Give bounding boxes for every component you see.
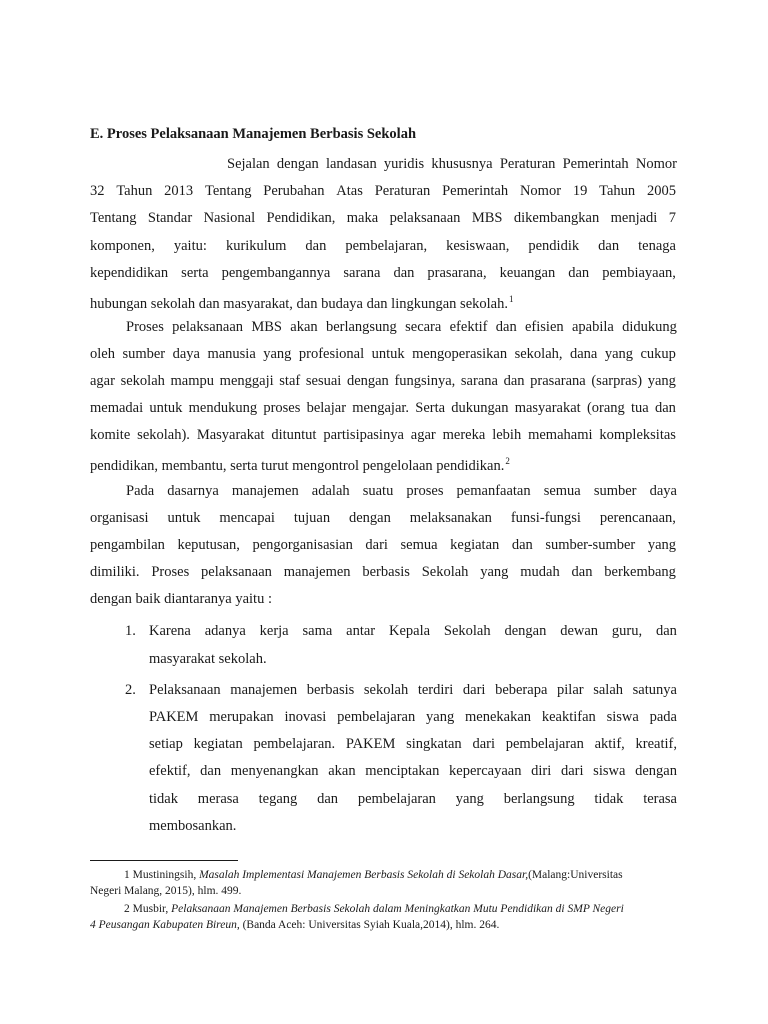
word: adanya bbox=[204, 623, 246, 639]
word: akan bbox=[290, 319, 318, 335]
word: agar bbox=[90, 373, 115, 389]
word: menyenangkan bbox=[230, 763, 319, 779]
word: Nasional bbox=[203, 210, 256, 226]
word: sekolah). bbox=[137, 427, 190, 443]
word: Sekolah bbox=[421, 564, 469, 580]
word: efektif, bbox=[149, 763, 191, 779]
word: sumber-sumber bbox=[545, 537, 636, 553]
word: organisasi bbox=[90, 510, 149, 526]
word: Nomor bbox=[519, 183, 562, 199]
word: Serta bbox=[415, 400, 446, 416]
word: yang bbox=[604, 346, 634, 362]
word: Pelaksanaan bbox=[149, 682, 221, 698]
word: setiap bbox=[149, 736, 183, 752]
word: menekakan bbox=[465, 709, 532, 725]
word: agar bbox=[410, 427, 436, 443]
word: pemanfaatan bbox=[456, 483, 531, 499]
word: terdiri bbox=[417, 682, 454, 698]
word: dan bbox=[317, 791, 339, 807]
word: aktif, bbox=[594, 736, 625, 752]
word: terasa bbox=[643, 791, 677, 807]
word: dari bbox=[365, 537, 388, 553]
word: manajemen bbox=[231, 483, 299, 499]
word: guru, bbox=[611, 623, 643, 639]
paragraph-3-line-2 bbox=[90, 509, 676, 527]
word: berlangsung bbox=[503, 791, 575, 807]
word: sekolah, bbox=[514, 346, 563, 362]
word: yang bbox=[426, 709, 455, 725]
word: staf bbox=[279, 373, 301, 389]
word: tenaga bbox=[638, 238, 676, 254]
paragraph-2-line-1 bbox=[126, 318, 677, 336]
word: dengan bbox=[635, 763, 677, 779]
word: tujuan bbox=[293, 510, 331, 526]
word: mudah bbox=[520, 564, 560, 580]
word: daya bbox=[649, 483, 677, 499]
footnote-2-publisher: (Banda Aceh: Universitas Syiah Kuala,2014), hlm. 264. bbox=[239, 919, 500, 931]
word: dan bbox=[495, 319, 517, 335]
word: memadai bbox=[90, 400, 144, 416]
word: Peraturan bbox=[374, 183, 431, 199]
word: beberapa bbox=[495, 682, 548, 698]
word: MBS bbox=[471, 210, 503, 226]
word: yang bbox=[647, 373, 676, 389]
word: kompleksitas bbox=[599, 427, 676, 443]
word: antar bbox=[346, 623, 376, 639]
word: sekolah bbox=[363, 682, 409, 698]
word: untuk bbox=[149, 400, 183, 416]
paragraph-3-line-3 bbox=[90, 536, 676, 554]
footnote-2-number: 2 bbox=[124, 903, 130, 915]
list-item-2-line-1 bbox=[149, 681, 677, 699]
word: keputusan, bbox=[177, 537, 240, 553]
word: maka bbox=[346, 210, 379, 226]
footnote-1-number: 1 bbox=[124, 869, 130, 881]
word: perencanaan, bbox=[599, 510, 676, 526]
word: kerja bbox=[259, 623, 289, 639]
word: kreatif, bbox=[635, 736, 677, 752]
word: Atas bbox=[336, 183, 363, 199]
word: dan bbox=[393, 265, 415, 281]
word: sarana bbox=[343, 265, 381, 281]
word: profesional bbox=[298, 346, 365, 362]
word: kepercayaan bbox=[449, 763, 522, 779]
list-item-1-number: 1. bbox=[125, 623, 136, 639]
word: mampu bbox=[170, 373, 215, 389]
word: sumber bbox=[593, 483, 637, 499]
word: dana bbox=[569, 346, 598, 362]
word: tua bbox=[631, 400, 649, 416]
word: Proses bbox=[126, 319, 164, 335]
word: mendukung bbox=[188, 400, 258, 416]
list-item-2-last-line: membosankan. bbox=[149, 818, 237, 834]
word: Tahun bbox=[599, 183, 636, 199]
word: siswa bbox=[593, 763, 626, 779]
word: efektif bbox=[449, 319, 488, 335]
paragraph-2-line-5 bbox=[90, 426, 676, 444]
word: efisien bbox=[525, 319, 564, 335]
word: kegiatan bbox=[450, 537, 500, 553]
word: pendidik bbox=[528, 238, 580, 254]
word: funsi-fungsi bbox=[510, 510, 581, 526]
word: satunya bbox=[632, 682, 677, 698]
footnote-ref-1: 1 bbox=[508, 294, 514, 304]
footnote-1-title: Masalah Implementasi Manajemen Berbasis Sekolah di Sekolah Dasar, bbox=[199, 869, 529, 881]
paragraph-1-line-5 bbox=[90, 264, 676, 282]
word: adalah bbox=[311, 483, 350, 499]
word: daya bbox=[172, 346, 200, 362]
word: MBS bbox=[251, 319, 282, 335]
word: Pendidikan, bbox=[266, 210, 336, 226]
word: dewan bbox=[560, 623, 599, 639]
word: pilar bbox=[557, 682, 584, 698]
word: yaitu: bbox=[173, 238, 207, 254]
footnote-2-line-1 bbox=[90, 902, 644, 916]
word: siswa bbox=[606, 709, 639, 725]
word: dan bbox=[200, 763, 222, 779]
word: dan bbox=[571, 564, 593, 580]
word: dikembangkan bbox=[513, 210, 600, 226]
word: diri bbox=[531, 763, 552, 779]
paragraph-2-line-6 bbox=[90, 452, 676, 475]
word: yang bbox=[455, 791, 484, 807]
word: yang bbox=[480, 564, 509, 580]
word: komponen, bbox=[90, 238, 155, 254]
word: partisipasinya bbox=[323, 427, 404, 443]
word: dari bbox=[560, 763, 584, 779]
section-heading: E. Proses Pelaksanaan Manajemen Berbasis Sekolah bbox=[90, 126, 417, 142]
word: pembelajaran. bbox=[253, 736, 336, 752]
word: PAKEM bbox=[345, 736, 396, 752]
word: Standar bbox=[147, 210, 193, 226]
word: Pada bbox=[126, 483, 155, 499]
paragraph-2-line-2 bbox=[90, 345, 676, 363]
word: dengan bbox=[346, 373, 389, 389]
word: pengorganisasian bbox=[252, 537, 353, 553]
paragraph-1-line-4 bbox=[90, 237, 676, 255]
word: sesuai bbox=[305, 373, 342, 389]
word: fungsinya, bbox=[394, 373, 456, 389]
word: kesiswaan, bbox=[446, 238, 510, 254]
word: Peraturan bbox=[499, 156, 556, 172]
word: dari bbox=[462, 682, 486, 698]
word: Sejalan bbox=[227, 156, 270, 172]
word: dan bbox=[511, 537, 533, 553]
word: yang bbox=[263, 346, 292, 362]
word: proses bbox=[263, 400, 301, 416]
word: apabila bbox=[571, 319, 614, 335]
word: sarana bbox=[460, 373, 498, 389]
word: komite bbox=[90, 427, 131, 443]
paragraph-3-line-4 bbox=[90, 563, 676, 581]
word: mengoperasikan bbox=[412, 346, 508, 362]
footnote-1-author: Mustiningsih, bbox=[132, 869, 197, 881]
word: dan bbox=[568, 265, 590, 281]
paragraph-2-line-3 bbox=[90, 372, 676, 390]
word: salah bbox=[593, 682, 624, 698]
word: sama bbox=[302, 623, 333, 639]
word: Pemerintah bbox=[442, 183, 509, 199]
word: landasan bbox=[325, 156, 377, 172]
word: semua bbox=[400, 537, 438, 553]
word: Kepala bbox=[388, 623, 431, 639]
word: Pemerintah bbox=[562, 156, 629, 172]
paragraph-1-line-6 bbox=[90, 290, 676, 313]
word: pada bbox=[649, 709, 677, 725]
word: tegang bbox=[258, 791, 298, 807]
word: menciptakan bbox=[365, 763, 440, 779]
word: dan bbox=[503, 373, 525, 389]
word: lebih bbox=[492, 427, 522, 443]
paragraph-2-last-line: pendidikan, membantu, serta turut mengontrol pengelolaan pendidikan. bbox=[90, 458, 505, 474]
footnote-2-title: Pelaksanaan Manajemen Berbasis Sekolah dalam Meningkatkan Mutu Pendidikan di SMP Negeri bbox=[171, 903, 624, 915]
word: akan bbox=[328, 763, 356, 779]
word: berkembang bbox=[604, 564, 676, 580]
word: kependidikan bbox=[90, 265, 169, 281]
word: suatu bbox=[362, 483, 394, 499]
footnote-1-line-2 bbox=[90, 884, 678, 898]
word: tidak bbox=[594, 791, 624, 807]
word: pengambilan bbox=[90, 537, 165, 553]
list-item-2-line-3 bbox=[149, 735, 677, 753]
footnote-2-title-cont: 4 Peusangan Kabupaten Bireun, bbox=[90, 919, 240, 931]
word: dengan bbox=[276, 156, 319, 172]
word: dengan bbox=[349, 510, 391, 526]
word: dan bbox=[656, 623, 677, 639]
word: Nomor bbox=[635, 156, 677, 172]
word: manusia bbox=[207, 346, 256, 362]
word: 2013 bbox=[164, 183, 194, 199]
word: dan bbox=[598, 238, 620, 254]
word: manajemen bbox=[283, 564, 351, 580]
paragraph-1-line-2 bbox=[90, 182, 676, 200]
word: khususnya bbox=[431, 156, 493, 172]
word: prasarana bbox=[530, 373, 586, 389]
word: keuangan bbox=[499, 265, 556, 281]
word: pembiayaan, bbox=[602, 265, 676, 281]
word: sumber bbox=[122, 346, 166, 362]
paragraph-1-line-3 bbox=[90, 209, 676, 227]
word: manajemen bbox=[230, 682, 298, 698]
word: Tentang bbox=[90, 210, 137, 226]
footnote-2-line-2 bbox=[90, 918, 678, 932]
word: memahami bbox=[528, 427, 593, 443]
word: pembelajaran bbox=[337, 709, 416, 725]
word: 32 bbox=[90, 183, 105, 199]
word: dimiliki. bbox=[90, 564, 140, 580]
list-item-1-line-1 bbox=[149, 622, 677, 640]
word: proses bbox=[406, 483, 444, 499]
list-item-2-line-5 bbox=[149, 790, 677, 808]
paragraph-3-last-line: dengan baik diantaranya yaitu : bbox=[90, 591, 272, 607]
word: yuridis bbox=[383, 156, 425, 172]
word: pengembangannya bbox=[221, 265, 331, 281]
word: yang bbox=[647, 537, 676, 553]
word: (orang bbox=[586, 400, 625, 416]
word: prasarana, bbox=[427, 265, 487, 281]
word: Perubahan bbox=[263, 183, 325, 199]
word: mengajar. bbox=[352, 400, 410, 416]
word: singkatan bbox=[406, 736, 462, 752]
word: dari bbox=[472, 736, 495, 752]
word: untuk bbox=[371, 346, 405, 362]
word: inovasi bbox=[284, 709, 327, 725]
word: didukung bbox=[622, 319, 677, 335]
word: menggaji bbox=[219, 373, 274, 389]
word: serta bbox=[181, 265, 209, 281]
word: Tahun bbox=[116, 183, 153, 199]
word: pembelajaran bbox=[357, 791, 436, 807]
word: dituntut bbox=[271, 427, 317, 443]
word: keaktifan bbox=[541, 709, 596, 725]
list-item-2-number: 2. bbox=[125, 682, 136, 698]
word: berbasis bbox=[362, 564, 410, 580]
list-item-2-line-4 bbox=[149, 762, 677, 780]
word: Sekolah bbox=[443, 623, 491, 639]
word: mereka bbox=[442, 427, 486, 443]
word: Proses bbox=[151, 564, 190, 580]
word: pelaksanaan bbox=[201, 564, 272, 580]
paragraph-1-line-1 bbox=[227, 155, 677, 173]
word: pembelajaran, bbox=[345, 238, 428, 254]
word: PAKEM bbox=[149, 709, 199, 725]
word: kurikulum bbox=[225, 238, 287, 254]
word: untuk bbox=[167, 510, 201, 526]
paragraph-1-last-line: hubungan sekolah dan masyarakat, dan budaya dan lingkungan sekolah. bbox=[90, 296, 508, 312]
word: pelaksanaan bbox=[389, 210, 461, 226]
footnote-separator bbox=[90, 860, 238, 861]
word: cukup bbox=[640, 346, 676, 362]
word: mencapai bbox=[219, 510, 275, 526]
word: sekolah bbox=[120, 373, 165, 389]
word: (sarpras) bbox=[591, 373, 643, 389]
list-item-2-line-2 bbox=[149, 708, 677, 726]
list-item-2-line-6 bbox=[149, 817, 677, 835]
paragraph-2-line-4 bbox=[90, 399, 676, 417]
footnote-1-publisher: (Malang:Universitas bbox=[528, 869, 623, 881]
word: 19 bbox=[572, 183, 588, 199]
word: dasarnya bbox=[167, 483, 219, 499]
list-item-1-last-line: masyarakat sekolah. bbox=[149, 651, 267, 667]
paragraph-3-line-5 bbox=[90, 590, 676, 608]
footnote-ref-2: 2 bbox=[505, 456, 510, 466]
word: berbasis bbox=[306, 682, 355, 698]
word: belajar bbox=[306, 400, 347, 416]
list-item-1-line-2 bbox=[149, 650, 677, 668]
word: Masyarakat bbox=[196, 427, 265, 443]
footnote-2-author: Musbir, bbox=[132, 903, 169, 915]
word: oleh bbox=[90, 346, 115, 362]
word: masyarakat bbox=[514, 400, 581, 416]
footnote-1-line-1 bbox=[90, 868, 644, 882]
word: secara bbox=[405, 319, 442, 335]
word: pelaksanaan bbox=[172, 319, 244, 335]
word: dukungan bbox=[451, 400, 509, 416]
word: Tentang bbox=[204, 183, 252, 199]
word: dengan bbox=[504, 623, 547, 639]
word: Karena bbox=[149, 623, 191, 639]
word: merasa bbox=[197, 791, 239, 807]
word: pembelajaran bbox=[505, 736, 584, 752]
word: dan bbox=[654, 400, 676, 416]
word: kegiatan bbox=[193, 736, 243, 752]
word: berlangsung bbox=[325, 319, 397, 335]
word: merupakan bbox=[209, 709, 274, 725]
word: 2005 bbox=[647, 183, 676, 199]
word: menjadi bbox=[610, 210, 658, 226]
word: dan bbox=[305, 238, 327, 254]
paragraph-3-line-1 bbox=[126, 482, 677, 500]
footnote-1-publisher-cont: Negeri Malang, 2015), hlm. 499. bbox=[90, 885, 242, 897]
word: tidak bbox=[149, 791, 178, 807]
word: semua bbox=[543, 483, 581, 499]
word: 7 bbox=[668, 210, 676, 226]
word: melaksanakan bbox=[409, 510, 492, 526]
